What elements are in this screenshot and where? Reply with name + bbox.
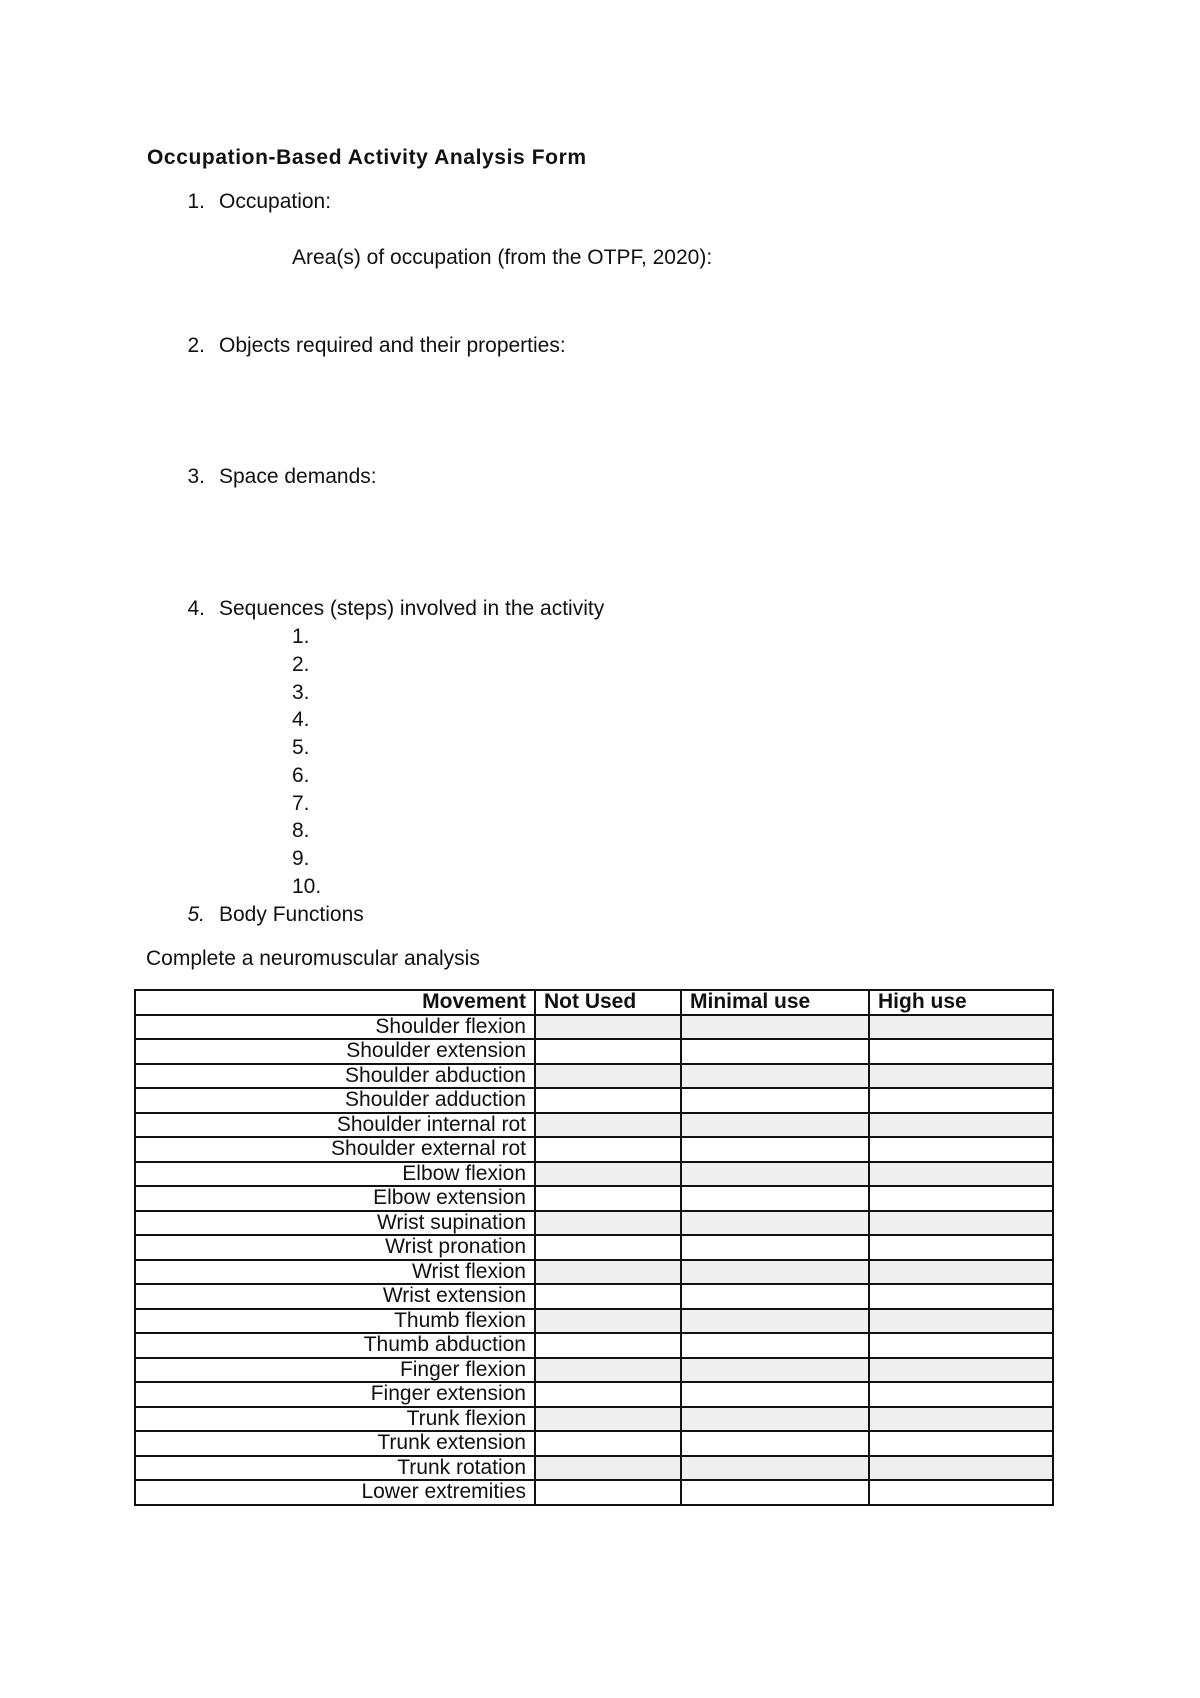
item-2-number: 2. (187, 334, 205, 357)
not-used-cell[interactable] (535, 1456, 681, 1481)
movement-label: Wrist pronation (135, 1235, 535, 1260)
step-number: 6. (292, 764, 310, 787)
minimal-use-cell[interactable] (681, 1382, 869, 1407)
step-number: 7. (292, 792, 310, 815)
high-use-cell[interactable] (869, 1407, 1053, 1432)
step-number: 4. (292, 708, 310, 731)
step-number: 10. (292, 875, 322, 898)
high-use-cell[interactable] (869, 1358, 1053, 1383)
high-use-cell[interactable] (869, 1088, 1053, 1113)
form-title: Occupation-Based Activity Analysis Form (147, 146, 587, 169)
high-use-cell[interactable] (869, 1456, 1053, 1481)
movement-label: Elbow flexion (135, 1162, 535, 1187)
table-row (135, 1162, 1053, 1187)
high-use-cell[interactable] (869, 1039, 1053, 1064)
table-row (135, 1407, 1053, 1432)
high-use-cell[interactable] (869, 1211, 1053, 1236)
movement-label: Wrist extension (135, 1284, 535, 1309)
movement-label: Thumb abduction (135, 1333, 535, 1358)
item-4-number: 4. (187, 597, 205, 620)
table-row (135, 1064, 1053, 1089)
minimal-use-cell[interactable] (681, 1211, 869, 1236)
minimal-use-cell[interactable] (681, 1088, 869, 1113)
not-used-cell[interactable] (535, 1015, 681, 1040)
step-number: 3. (292, 681, 310, 704)
table-row (135, 1186, 1053, 1211)
item-3-label: Space demands: (219, 465, 377, 488)
high-use-cell[interactable] (869, 1186, 1053, 1211)
not-used-cell[interactable] (535, 1064, 681, 1089)
high-use-cell[interactable] (869, 1260, 1053, 1285)
item-1-label: Occupation: (219, 190, 332, 213)
step-number: 1. (292, 625, 310, 648)
movement-label: Trunk extension (135, 1431, 535, 1456)
table-row (135, 1456, 1053, 1481)
movement-label: Trunk flexion (135, 1407, 535, 1432)
not-used-cell[interactable] (535, 1358, 681, 1383)
table-row (135, 1309, 1053, 1334)
not-used-cell[interactable] (535, 1137, 681, 1162)
minimal-use-cell[interactable] (681, 1186, 869, 1211)
item-5-label: Body Functions (219, 903, 364, 926)
movement-label: Wrist flexion (135, 1260, 535, 1285)
step-number: 9. (292, 847, 310, 870)
movement-label: Wrist supination (135, 1211, 535, 1236)
header-high-use: High use (869, 990, 1053, 1015)
table-row (135, 1480, 1053, 1505)
high-use-cell[interactable] (869, 1309, 1053, 1334)
table-row (135, 1260, 1053, 1285)
not-used-cell[interactable] (535, 1260, 681, 1285)
minimal-use-cell[interactable] (681, 1137, 869, 1162)
table-row (135, 1015, 1053, 1040)
table-row (135, 1284, 1053, 1309)
movement-label: Shoulder internal rot (135, 1113, 535, 1138)
high-use-cell[interactable] (869, 1015, 1053, 1040)
movement-label: Finger extension (135, 1382, 535, 1407)
movement-label: Finger flexion (135, 1358, 535, 1383)
table-row (135, 1137, 1053, 1162)
high-use-cell[interactable] (869, 1162, 1053, 1187)
table-row (135, 1113, 1053, 1138)
high-use-cell[interactable] (869, 1137, 1053, 1162)
minimal-use-cell[interactable] (681, 1333, 869, 1358)
high-use-cell[interactable] (869, 1431, 1053, 1456)
header-not-used: Not Used (535, 990, 681, 1015)
table-row (135, 1088, 1053, 1113)
item-3-number: 3. (187, 465, 205, 488)
movement-label: Shoulder abduction (135, 1064, 535, 1089)
table-row (135, 1358, 1053, 1383)
minimal-use-cell[interactable] (681, 1480, 869, 1505)
neuromuscular-intro: Complete a neuromuscular analysis (146, 947, 480, 970)
minimal-use-cell[interactable] (681, 1235, 869, 1260)
table-row (135, 1039, 1053, 1064)
high-use-cell[interactable] (869, 1480, 1053, 1505)
not-used-cell[interactable] (535, 1480, 681, 1505)
minimal-use-cell[interactable] (681, 1039, 869, 1064)
not-used-cell[interactable] (535, 1333, 681, 1358)
not-used-cell[interactable] (535, 1162, 681, 1187)
high-use-cell[interactable] (869, 1382, 1053, 1407)
minimal-use-cell[interactable] (681, 1113, 869, 1138)
header-minimal-use: Minimal use (681, 990, 869, 1015)
movement-label: Shoulder extension (135, 1039, 535, 1064)
header-movement: Movement (135, 990, 535, 1015)
item-4-label: Sequences (steps) involved in the activity (219, 597, 605, 620)
not-used-cell[interactable] (535, 1407, 681, 1432)
minimal-use-cell[interactable] (681, 1260, 869, 1285)
not-used-cell[interactable] (535, 1186, 681, 1211)
movement-label: Lower extremities (135, 1480, 535, 1505)
movement-label: Shoulder external rot (135, 1137, 535, 1162)
minimal-use-cell[interactable] (681, 1162, 869, 1187)
item-1-number: 1. (187, 190, 205, 213)
movement-label: Elbow extension (135, 1186, 535, 1211)
table-row (135, 1211, 1053, 1236)
table-row (135, 1235, 1053, 1260)
step-number: 2. (292, 653, 310, 676)
movement-label: Shoulder adduction (135, 1088, 535, 1113)
movement-label: Thumb flexion (135, 1309, 535, 1334)
item-5-number: 5. (187, 903, 205, 926)
not-used-cell[interactable] (535, 1235, 681, 1260)
neuromuscular-table (134, 989, 1054, 1506)
table-row (135, 1333, 1053, 1358)
step-number: 5. (292, 736, 310, 759)
area-of-occupation-label: Area(s) of occupation (from the OTPF, 2020): (292, 246, 713, 269)
minimal-use-cell[interactable] (681, 1456, 869, 1481)
minimal-use-cell[interactable] (681, 1309, 869, 1334)
minimal-use-cell[interactable] (681, 1064, 869, 1089)
high-use-cell[interactable] (869, 1333, 1053, 1358)
not-used-cell[interactable] (535, 1382, 681, 1407)
not-used-cell[interactable] (535, 1309, 681, 1334)
minimal-use-cell[interactable] (681, 1284, 869, 1309)
high-use-cell[interactable] (869, 1235, 1053, 1260)
step-number: 8. (292, 819, 310, 842)
not-used-cell[interactable] (535, 1431, 681, 1456)
minimal-use-cell[interactable] (681, 1407, 869, 1432)
not-used-cell[interactable] (535, 1211, 681, 1236)
not-used-cell[interactable] (535, 1113, 681, 1138)
movement-label: Shoulder flexion (135, 1015, 535, 1040)
not-used-cell[interactable] (535, 1284, 681, 1309)
table-row (135, 1382, 1053, 1407)
minimal-use-cell[interactable] (681, 1358, 869, 1383)
high-use-cell[interactable] (869, 1284, 1053, 1309)
not-used-cell[interactable] (535, 1039, 681, 1064)
table-header-row (135, 990, 1053, 1015)
minimal-use-cell[interactable] (681, 1015, 869, 1040)
movement-label: Trunk rotation (135, 1456, 535, 1481)
high-use-cell[interactable] (869, 1064, 1053, 1089)
not-used-cell[interactable] (535, 1088, 681, 1113)
minimal-use-cell[interactable] (681, 1431, 869, 1456)
table-row (135, 1431, 1053, 1456)
item-2-label: Objects required and their properties: (219, 334, 566, 357)
high-use-cell[interactable] (869, 1113, 1053, 1138)
